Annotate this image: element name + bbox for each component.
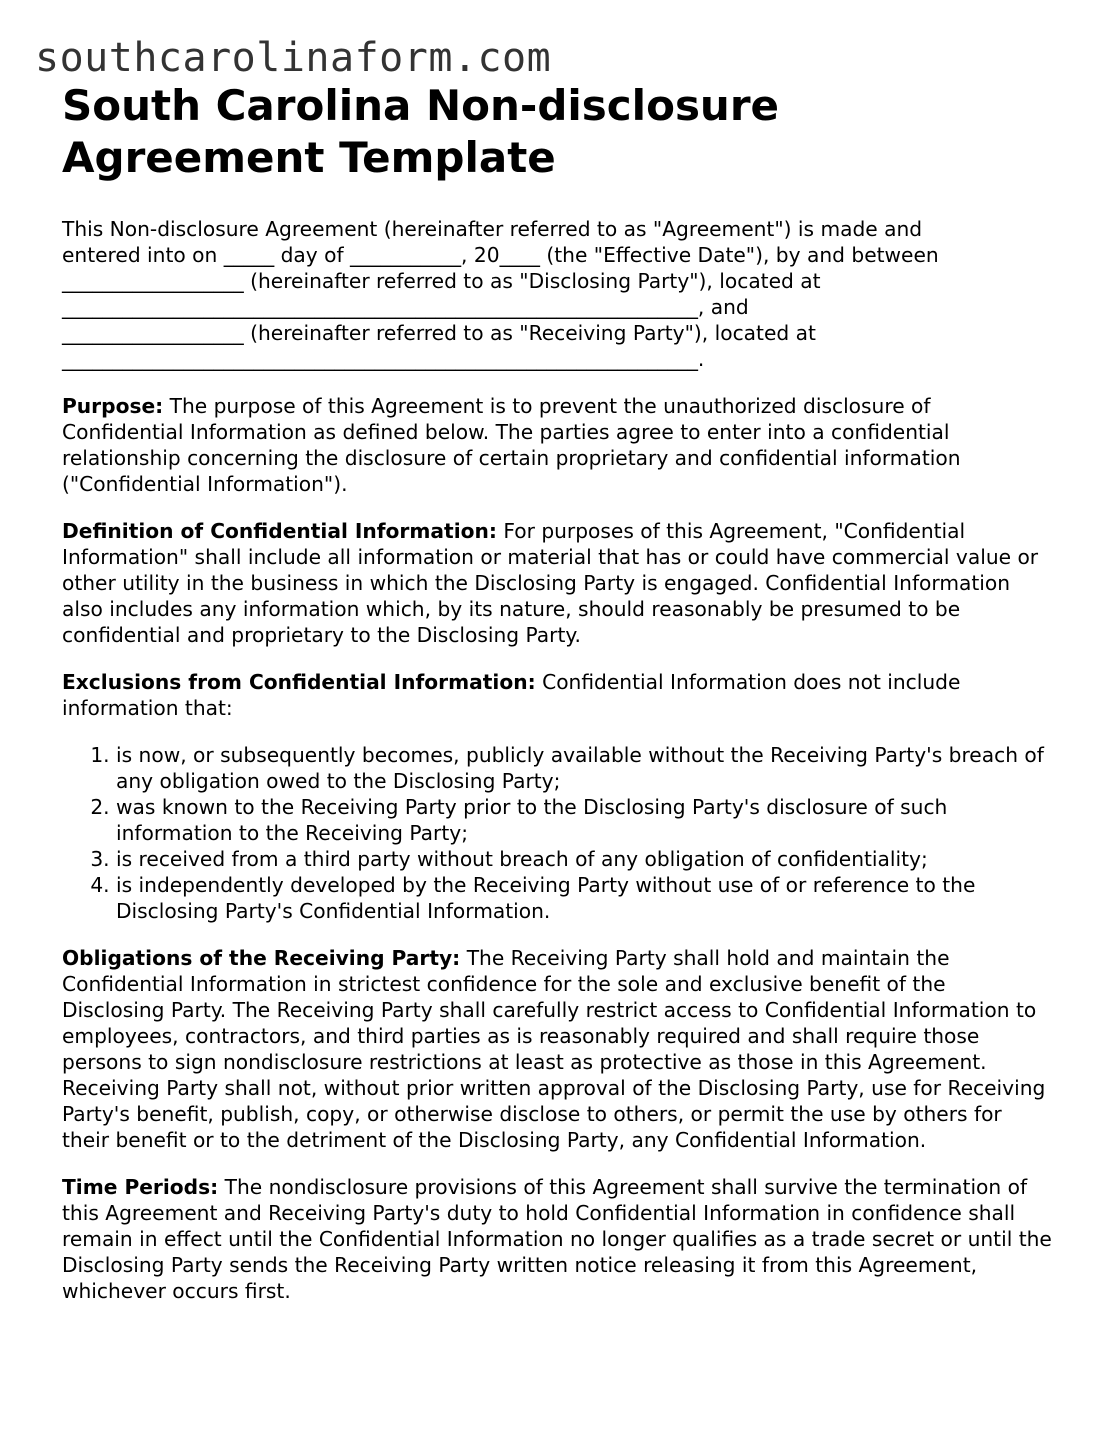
list-item: 4. is independently developed by the Receiving Party without use of or reference to the Disclosing Party's Confidential Information. bbox=[116, 872, 1052, 924]
time-periods-text: The nondisclosure provisions of this Agreement shall survive the termination of this Agreement and Receiving Party's duty to hold Confidential Information in confidence shall remain in effect until the Confidential Information no longer qualifies as a trade secret or until the Disclosing Party sends the Receiving Party written notice releasing it from this Agreement, whichever occurs first. bbox=[62, 1175, 1052, 1303]
purpose-section bbox=[62, 393, 1052, 497]
definition-text: For purposes of this Agreement, "Confidential Information" shall include all information or material that has or could have commercial value or other utility in the business in which the Disclosing Party is engaged. Confidential Information also includes any information which, by its nature, should reasonably be presumed to be confidential and proprietary to the Disclosing Party. bbox=[62, 519, 1039, 647]
time-periods-label: Time Periods: bbox=[62, 1175, 219, 1199]
list-item: 1. is now, or subsequently becomes, publicly available without the Receiving Party's breach of any obligation owed to the Disclosing Party; bbox=[116, 742, 1052, 794]
list-item: 2. was known to the Receiving Party prior to the Disclosing Party's disclosure of such information to the Receiving Party; bbox=[116, 794, 1052, 846]
purpose-text: The purpose of this Agreement is to prevent the unauthorized disclosure of Confidential Information as defined below. The parties agree to enter into a confidential relationship concerning the disclosure of certain proprietary and confidential information ("Confidential Information"). bbox=[62, 394, 961, 496]
document-body bbox=[62, 80, 1052, 1325]
intro-line: __________________ (hereinafter referred to as "Disclosing Party"), located at bbox=[62, 269, 821, 293]
time-periods-section bbox=[62, 1174, 1052, 1304]
site-watermark: southcarolinaform.com bbox=[35, 35, 552, 81]
list-item: 3. is received from a third party without breach of any obligation of confidentiality; bbox=[116, 846, 1052, 872]
purpose-label: Purpose: bbox=[62, 394, 164, 418]
intro-line: This Non-disclosure Agreement (hereinafter referred to as "Agreement") is made and bbox=[62, 217, 923, 241]
obligations-label: Obligations of the Receiving Party: bbox=[62, 946, 461, 970]
obligations-text: The Receiving Party shall hold and maintain the Confidential Information in strictest confidence for the sole and exclusive benefit of the Disclosing Party. The Receiving Party shall carefully restrict access to Confidential Information to employees, contractors, and third parties as is reasonably required and shall require those persons to sign nondisclosure restrictions at least as protective as those in this Agreement. Receiving Party shall not, without prior written approval of the Disclosing Party, use for Receiving Party's benefit, publish, copy, or otherwise disclose to others, or permit the use by others for their benefit or to the detriment of the Disclosing Party, any Confidential Information. bbox=[62, 946, 1046, 1152]
intro-paragraph bbox=[62, 216, 1052, 372]
exclusions-list bbox=[62, 742, 1052, 924]
page-title: South Carolina Non-disclosure Agreement Template bbox=[62, 81, 780, 182]
exclusions-section bbox=[62, 669, 1052, 721]
obligations-section bbox=[62, 945, 1052, 1153]
exclusions-text: Confidential Information does not include information that: bbox=[62, 670, 961, 720]
intro-line: __________________ (hereinafter referred to as "Receiving Party"), located at bbox=[62, 321, 816, 345]
definition-label: Definition of Confidential Information: bbox=[62, 519, 497, 543]
intro-line: _______________________________________________________________. bbox=[62, 347, 705, 371]
exclusions-label: Exclusions from Confidential Information: bbox=[62, 670, 536, 694]
intro-line: _______________________________________________________________, and bbox=[62, 295, 749, 319]
definition-section bbox=[62, 518, 1052, 648]
intro-line: entered into on _____ day of ___________, 20____ (the "Effective Date"), by and between bbox=[62, 243, 939, 267]
